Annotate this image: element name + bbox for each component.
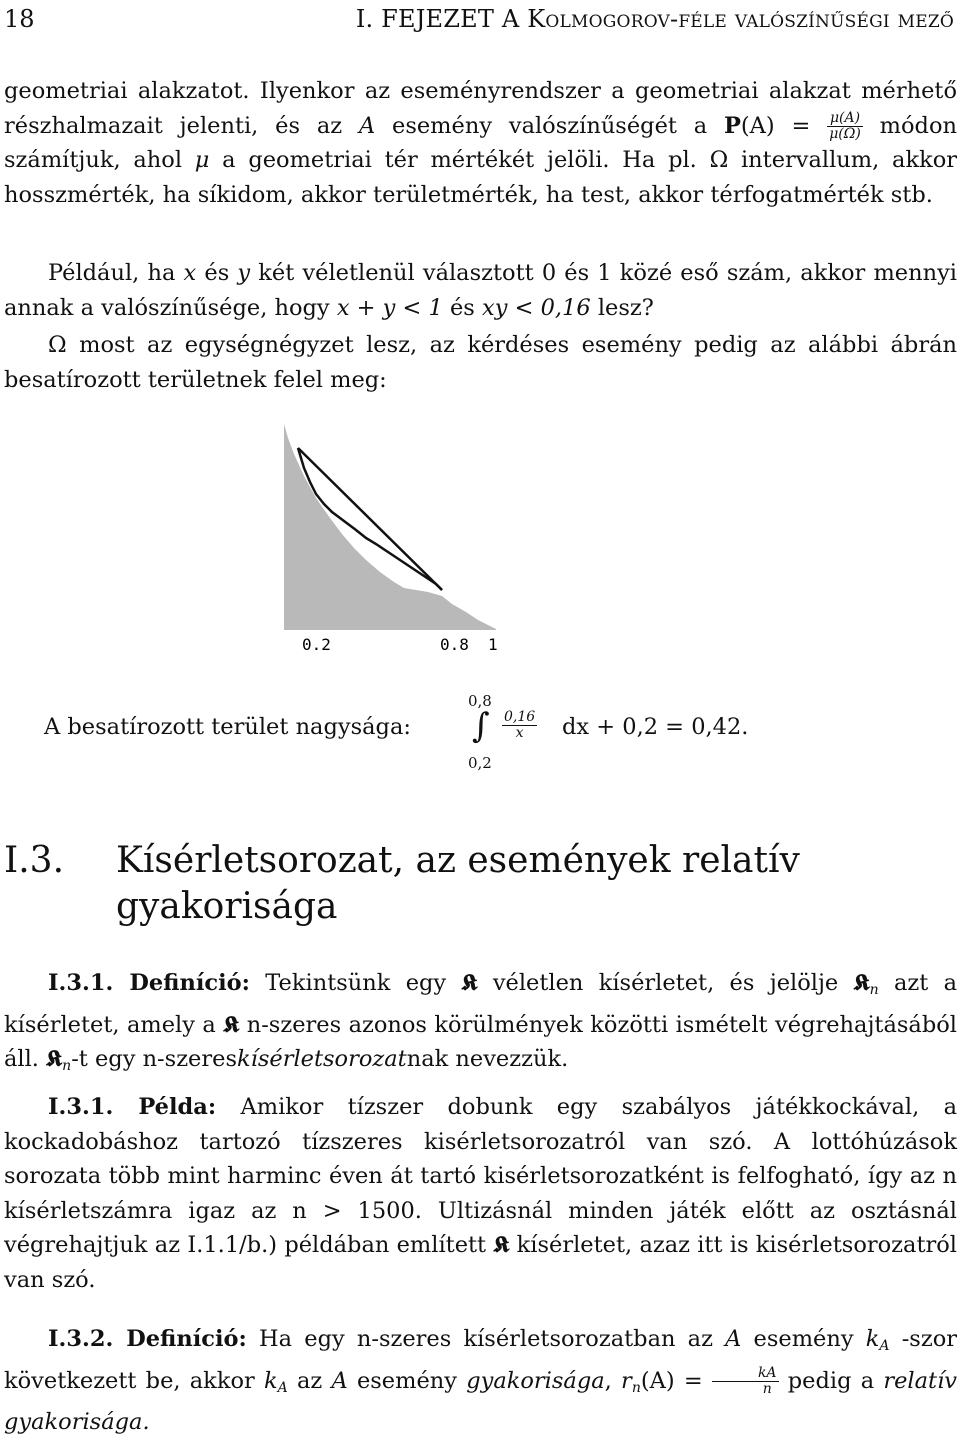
- figure-svg: [276, 420, 508, 660]
- def1-text-5: -t egy n-szeres: [71, 1046, 237, 1073]
- def1-text-6: nak nevezzük.: [406, 1046, 569, 1073]
- def1-text-1: Tekintsünk egy: [249, 970, 462, 996]
- intro-text-4: módon számítjuk, ahol: [4, 112, 957, 174]
- subscript-A: A: [879, 1338, 890, 1354]
- fraction-denominator: n: [762, 1381, 772, 1398]
- def2-text-1: Ha egy n-szeres kísérletsorozatban az: [246, 1326, 726, 1352]
- omega-paragraph: [4, 328, 957, 397]
- relative-frequency-fraction: [712, 1366, 779, 1397]
- condition-2: xy < 0,16: [482, 294, 591, 321]
- def2-text-5: esemény: [347, 1367, 467, 1394]
- def2-text-4: az: [287, 1367, 332, 1394]
- example-text-5: lesz?: [590, 294, 654, 321]
- fraction-numerator: μ(A): [827, 111, 863, 127]
- definition-2: [4, 1322, 957, 1440]
- subscript-n: n: [62, 1058, 72, 1075]
- definition-label: I.3.1. Definíció:: [48, 970, 250, 996]
- formula-result: dx + 0,2 = 0,42.: [562, 714, 749, 740]
- intro-text-2: esemény valószínűségét a: [375, 112, 724, 139]
- page-number: 18: [4, 5, 35, 33]
- example-text-4: és: [442, 294, 483, 321]
- subscript-n: n: [631, 1379, 641, 1396]
- math-y: y: [237, 260, 251, 286]
- running-header: [4, 2, 954, 36]
- shaded-region-figure: [276, 420, 508, 660]
- def2-text-8: pedig a: [778, 1367, 884, 1394]
- term-relative-frequency: relatív gyakorisága.: [4, 1367, 957, 1436]
- condition-1: x + y < 1: [336, 294, 443, 321]
- def1-text-3: azt a kísérletet, amely a: [4, 970, 957, 1038]
- formula-lead-text: A besatírozott terület nagysága:: [44, 714, 411, 740]
- intro-text-5: a geometriai tér mértékét jelöli. Ha pl. Ω intervallum, akkor hosszmérték, ha síkidom, akkor területmérték, ha test, akkor térfogatmérték stb.: [4, 147, 958, 208]
- def2-text-2: esemény: [741, 1326, 866, 1352]
- intro-paragraph: [4, 74, 957, 212]
- frak-K: 𝕶: [493, 1232, 510, 1259]
- area-formula: [44, 692, 944, 774]
- math-A: A: [725, 1326, 742, 1352]
- fraction-numerator: kA: [712, 1366, 779, 1382]
- definition-1: [4, 966, 957, 1084]
- frak-K: 𝕶: [46, 1046, 63, 1073]
- frak-K: 𝕶: [461, 970, 478, 996]
- math-r: r: [621, 1367, 632, 1394]
- omega-text: Ω most az egységnégyzet lesz, az kérdéses esemény pedig az alábbi ábrán besatírozott területnek felel meg:: [4, 332, 957, 393]
- measure-fraction: [827, 111, 863, 142]
- fraction-denominator: μ(Ω): [829, 126, 861, 143]
- integral-upper-limit: 0,8: [468, 692, 492, 710]
- example-1: [4, 1090, 957, 1298]
- intro-text-3: (A) =: [740, 112, 828, 139]
- integrand-fraction: [502, 710, 537, 741]
- shaded-area: [284, 424, 496, 630]
- ex1-text-1: Amikor tízszer dobunk egy szabályos játékkockával, a kockadobáshoz tartozó tízszeres kisérletsorozatról van szó. A lottóhúzások sorozata több mint harminc éven át tartó kisérletsorozatként is felfogható, így az n kísérletszámra igaz az n > 1500. Ultizásnál minden játék előtt az osztásnál végrehajtjuk az I.1.1/b.) példában említett: [4, 1094, 958, 1259]
- frak-K: 𝕶: [223, 1011, 240, 1038]
- def1-text-2: véletlen kísérletet, és jelölje: [477, 970, 854, 996]
- subscript-A: A: [277, 1379, 288, 1396]
- section-number: I.3.: [4, 840, 65, 881]
- chapter-title: I. FEJEZET A Kolmogorov-féle valószínűségi mező: [355, 5, 954, 33]
- example-label: I.3.1. Példa:: [48, 1094, 217, 1120]
- section-title: Kísérletsorozat, az események relatív gyakorisága: [116, 840, 800, 927]
- example-text-1: Például, ha: [48, 260, 184, 286]
- integrand-denominator: x: [515, 725, 524, 741]
- definition-label: I.3.2. Definíció:: [48, 1326, 247, 1352]
- tick-label: 0.2: [302, 635, 331, 654]
- tick-label: 0.8: [440, 635, 469, 654]
- integral-sign: ∫: [472, 706, 490, 746]
- frak-K: 𝕶: [853, 970, 870, 996]
- integral-lower-limit: 0,2: [468, 754, 492, 772]
- math-k: k: [263, 1367, 278, 1394]
- tick-label: 1: [488, 635, 498, 654]
- integrand-numerator: 0,16: [504, 709, 536, 725]
- prob-symbol: P: [723, 112, 741, 139]
- example-text-3: két véletlenül választott 0 és 1 közé eső szám, akkor mennyi annak a valószínűsége, hogy: [4, 260, 957, 321]
- subscript-n: n: [869, 982, 879, 998]
- math-A: A: [331, 1367, 348, 1394]
- ex1-text-2: kísérletet, azaz itt is kisérletsorozatról van szó.: [4, 1232, 957, 1293]
- intro-text-1: geometriai alakzatot. Ilyenkor az eseményrendszer a geometriai alakzat mérhető részhalmazait jelenti, és az: [4, 78, 957, 139]
- def2-text-6: ,: [604, 1367, 622, 1394]
- def2-text-3: -szor következett be, akkor: [4, 1326, 957, 1394]
- math-x: x: [183, 260, 197, 286]
- math-A: A: [358, 112, 376, 139]
- example-paragraph: [4, 256, 957, 325]
- math-k: k: [865, 1326, 880, 1352]
- term-frequency: gyakorisága: [466, 1367, 605, 1394]
- defined-term: kísérletsorozat: [237, 1046, 407, 1073]
- def2-text-7: (A) =: [640, 1367, 712, 1394]
- math-mu: μ: [194, 147, 210, 174]
- def1-text-4: n-szeres azonos körülmények közötti ismételt végrehajtásából áll.: [4, 1011, 957, 1073]
- integral-expression: [466, 692, 806, 774]
- example-text-2: és: [196, 260, 238, 286]
